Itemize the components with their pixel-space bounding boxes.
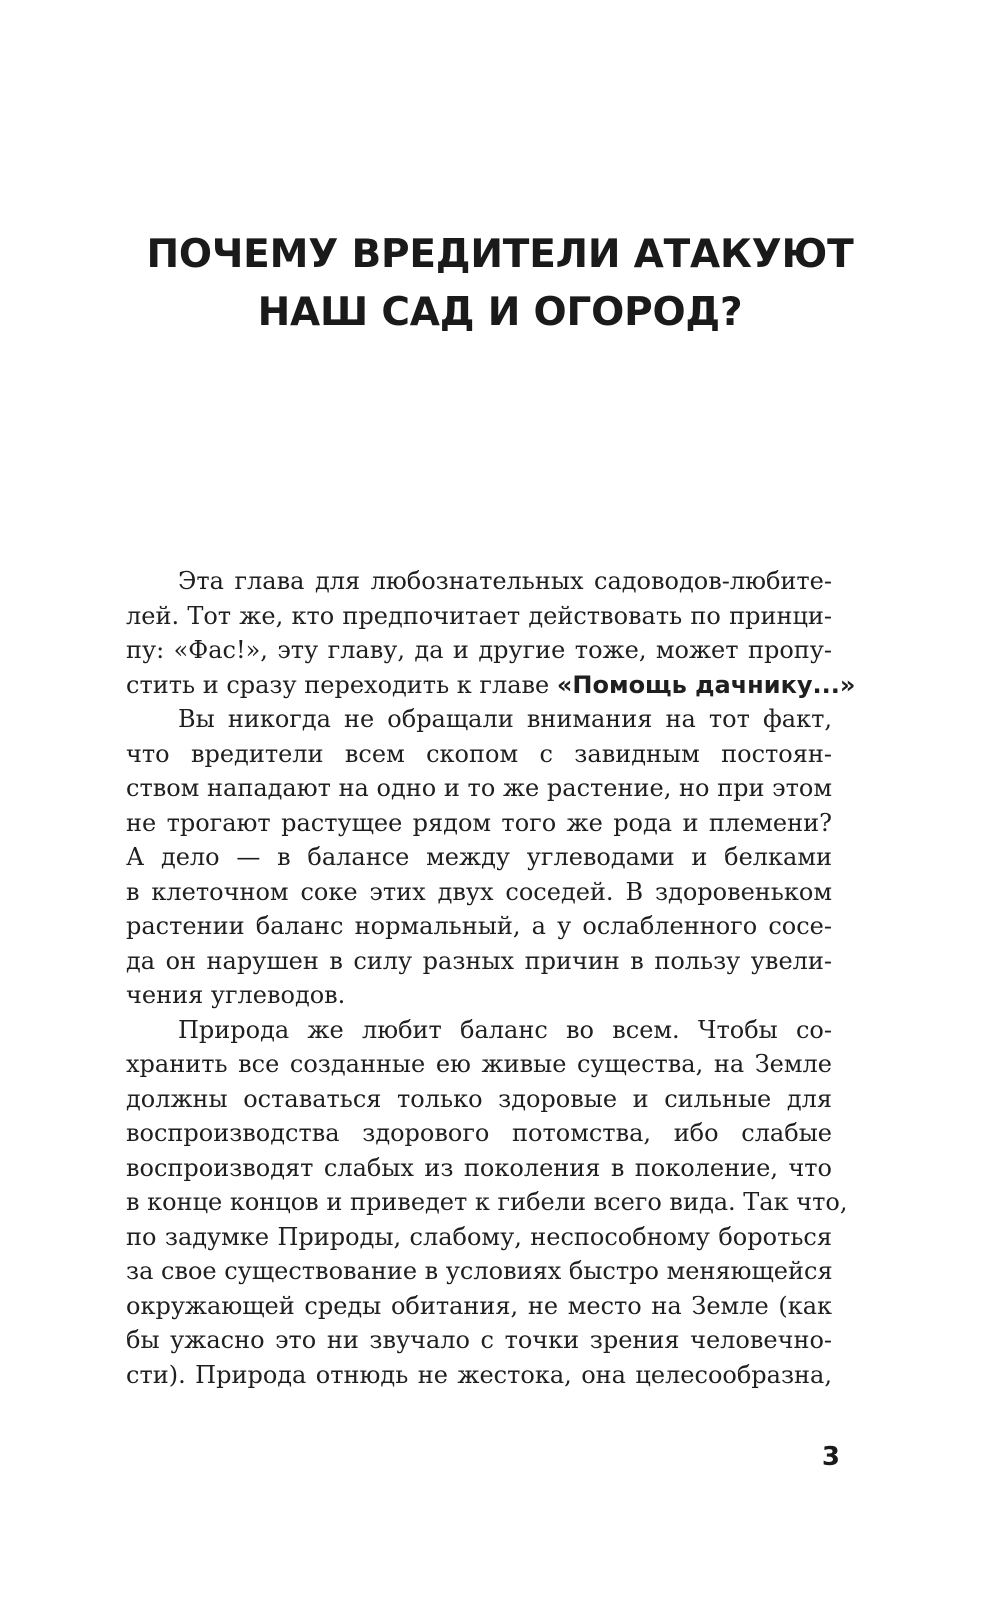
- page-number: 3: [821, 1442, 840, 1472]
- text-line: в конце концов и приведет к гибели всего вида. Так что,: [126, 1188, 848, 1216]
- text-line: воспроизводят слабых из поколения в поколение, что: [126, 1153, 832, 1182]
- text-line: ством нападают на одно и то же растение, но при этом: [126, 774, 832, 802]
- text-line: воспроизводства здорового потомства, ибо слабые: [126, 1119, 832, 1147]
- text-line-with-chapter-ref: [126, 668, 856, 703]
- text-line: да он нарушен в силу разных причин в пользу увели-: [126, 946, 832, 975]
- text-line-start: стить и сразу переходить к главе: [126, 670, 557, 699]
- text-line: А дело — в балансе между углеводами и белками: [126, 843, 832, 871]
- text-line: должны оставаться только здоровые и сильные для: [126, 1084, 832, 1113]
- text-line: сти). Природа отнюдь не жестока, она целесообразна,: [126, 1360, 832, 1389]
- body-text: [126, 564, 856, 1392]
- text-line: лей. Тот же, кто предпочитает действовать по принци-: [126, 601, 832, 630]
- text-line: по задумке Природы, слабому, неспособному бороться: [126, 1222, 832, 1251]
- chapter-title: [80, 226, 920, 342]
- text-line: что вредители всем скопом с завидным постоян-: [126, 739, 832, 768]
- text-line: не трогают растущее рядом того же рода и племени?: [126, 808, 832, 837]
- chapter-title-line-1: ПОЧЕМУ ВРЕДИТЕЛИ АТАКУЮТ: [146, 232, 854, 277]
- text-line: бы ужасно это ни звучало с точки зрения человечно-: [126, 1326, 832, 1354]
- text-line: за свое существование в условиях быстро меняющейся: [126, 1257, 833, 1285]
- text-line: Природа же любит баланс во всем. Чтобы со-: [178, 1015, 832, 1044]
- chapter-reference: «Помощь дачнику...»: [556, 670, 856, 699]
- text-line: в клеточном соке этих двух соседей. В здоровеньком: [126, 877, 832, 906]
- text-line: Вы никогда не обращали внимания на тот факт,: [178, 705, 832, 733]
- chapter-title-line-2: НАШ САД И ОГОРОД?: [257, 290, 743, 335]
- text-line: хранить все созданные ею живые существа, на Земле: [126, 1050, 832, 1078]
- text-line: растении баланс нормальный, а у ослабленного сосе-: [126, 912, 832, 940]
- text-line: окружающей среды обитания, не место на Земле (как: [126, 1291, 832, 1320]
- text-line: чения углеводов.: [126, 981, 346, 1009]
- text-line: пу: «Фас!», эту главу, да и другие тоже, может пропу-: [126, 636, 832, 664]
- text-line: Эта глава для любознательных садоводов-любите-: [178, 567, 832, 595]
